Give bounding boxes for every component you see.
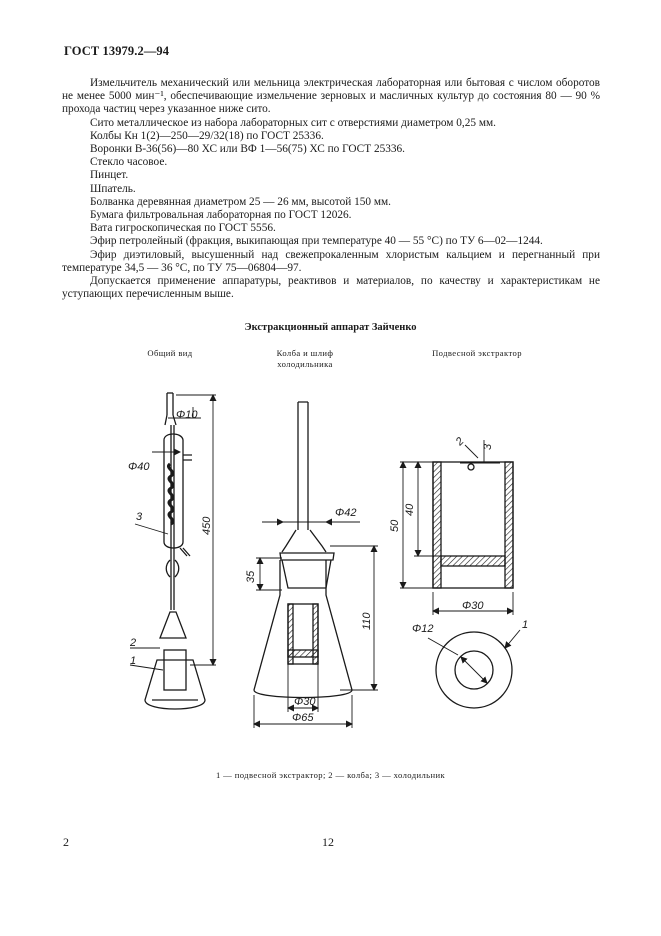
figure-title: Экстракционный аппарат Зайченко — [244, 322, 417, 333]
paragraph: Эфир диэтиловый, высушенный над свежепрокаленным хлористым кальцием и перегнанный при температуре 34,5 — 36 °С, по ТУ 75—06804—97. — [62, 248, 600, 274]
figure-legend: 1 — подвесной экстрактор; 2 — колба; 3 — холодильник — [215, 770, 446, 780]
dim-diameter-40: Φ40 — [128, 461, 150, 473]
paragraph: Болванка деревянная диаметром 25 — 26 мм, высотой 150 мм. — [90, 195, 391, 208]
general-view-drawing — [145, 393, 205, 709]
joint-cone — [282, 530, 326, 552]
dim-length-450: 450 — [201, 516, 213, 535]
extractor-cross-section — [433, 462, 513, 588]
page-number-center: 12 — [322, 835, 334, 849]
dim-hole-diameter-2: 2 — [453, 435, 467, 449]
dim-diameter-12: Φ12 — [412, 623, 434, 635]
paragraph: Пинцет. — [90, 169, 129, 182]
paragraph: Колбы Кн 1(2)—250—29/32(18) по ГОСТ 25336. — [90, 129, 324, 142]
hanging-hole — [468, 464, 474, 470]
dim-diameter-30: Φ30 — [294, 696, 316, 708]
dim-diameter-10: Φ10 — [176, 409, 198, 421]
caption-flask-line1: Колба и шлиф — [276, 348, 334, 358]
dim-height-50: 50 — [389, 519, 401, 532]
paragraph: Допускается применение аппаратуры, реактивов и материалов, по качеству и характеристикам не уступающих перечисленным выше. — [62, 275, 600, 301]
extractor-funnel — [160, 612, 186, 638]
paragraph: Шпатель. — [90, 182, 136, 195]
standard-header: ГОСТ 13979.2—94 — [64, 44, 170, 58]
joint-tube — [298, 402, 308, 530]
extractor-drawing — [433, 462, 513, 708]
label-condenser-3: 3 — [136, 511, 143, 523]
dim-extractor-diameter-30: Φ30 — [462, 600, 484, 612]
caption-general-view: Общий вид — [147, 348, 193, 358]
extractor-body — [164, 650, 186, 690]
paragraph: Стекло часовое. — [90, 156, 168, 169]
dim-diameter-42: Φ42 — [335, 507, 357, 519]
paragraph: Измельчитель механический или мельница электрическая лабораторная или бытовая с числом оборотов не менее 5000 мин⁻¹, обеспечивающие измельчение зерновых и масличных культур до состояния 80 — 90 % прохода частиц через указанное ниже сито. — [62, 77, 600, 116]
dim-diameter-65: Φ65 — [292, 712, 314, 724]
joint-ground-glass — [280, 553, 334, 560]
caption-extractor: Подвесной экстрактор — [432, 348, 522, 358]
paragraph: Сито металлическое из набора лабораторных сит с отверстиями диаметром 0,25 мм. — [90, 116, 496, 129]
flask-body — [145, 660, 205, 709]
dim-height-110: 110 — [361, 612, 373, 630]
flask-neck — [254, 560, 352, 698]
dim-height-35: 35 — [245, 570, 257, 583]
dim-height-40: 40 — [404, 503, 416, 516]
condenser-taper — [165, 415, 176, 425]
condenser-top-tube — [167, 393, 173, 415]
paragraph: Эфир петролейный (фракция, выкипающая при температуре 40 — 55 °С) по ТУ 6—02—1244. — [90, 235, 543, 248]
paragraph: Вата гигроскопическая по ГОСТ 5556. — [90, 222, 276, 235]
flask-joint-drawing — [254, 402, 352, 698]
label-extractor-1: 1 — [130, 655, 137, 667]
label-flask-2: 2 — [130, 637, 137, 649]
paragraph: Бумага фильтровальная лабораторная по ГОСТ 12026. — [90, 209, 352, 222]
dim-hole-offset-3: 3 — [482, 443, 494, 450]
paragraph: Воронки В-36(56)—80 ХС или ВФ 1—56(75) ХС по ГОСТ 25336. — [90, 143, 406, 156]
page-number-left: 2 — [63, 835, 69, 849]
caption-flask-line2: холодильника — [277, 359, 333, 369]
label-extractor-part-1: 1 — [522, 619, 529, 631]
